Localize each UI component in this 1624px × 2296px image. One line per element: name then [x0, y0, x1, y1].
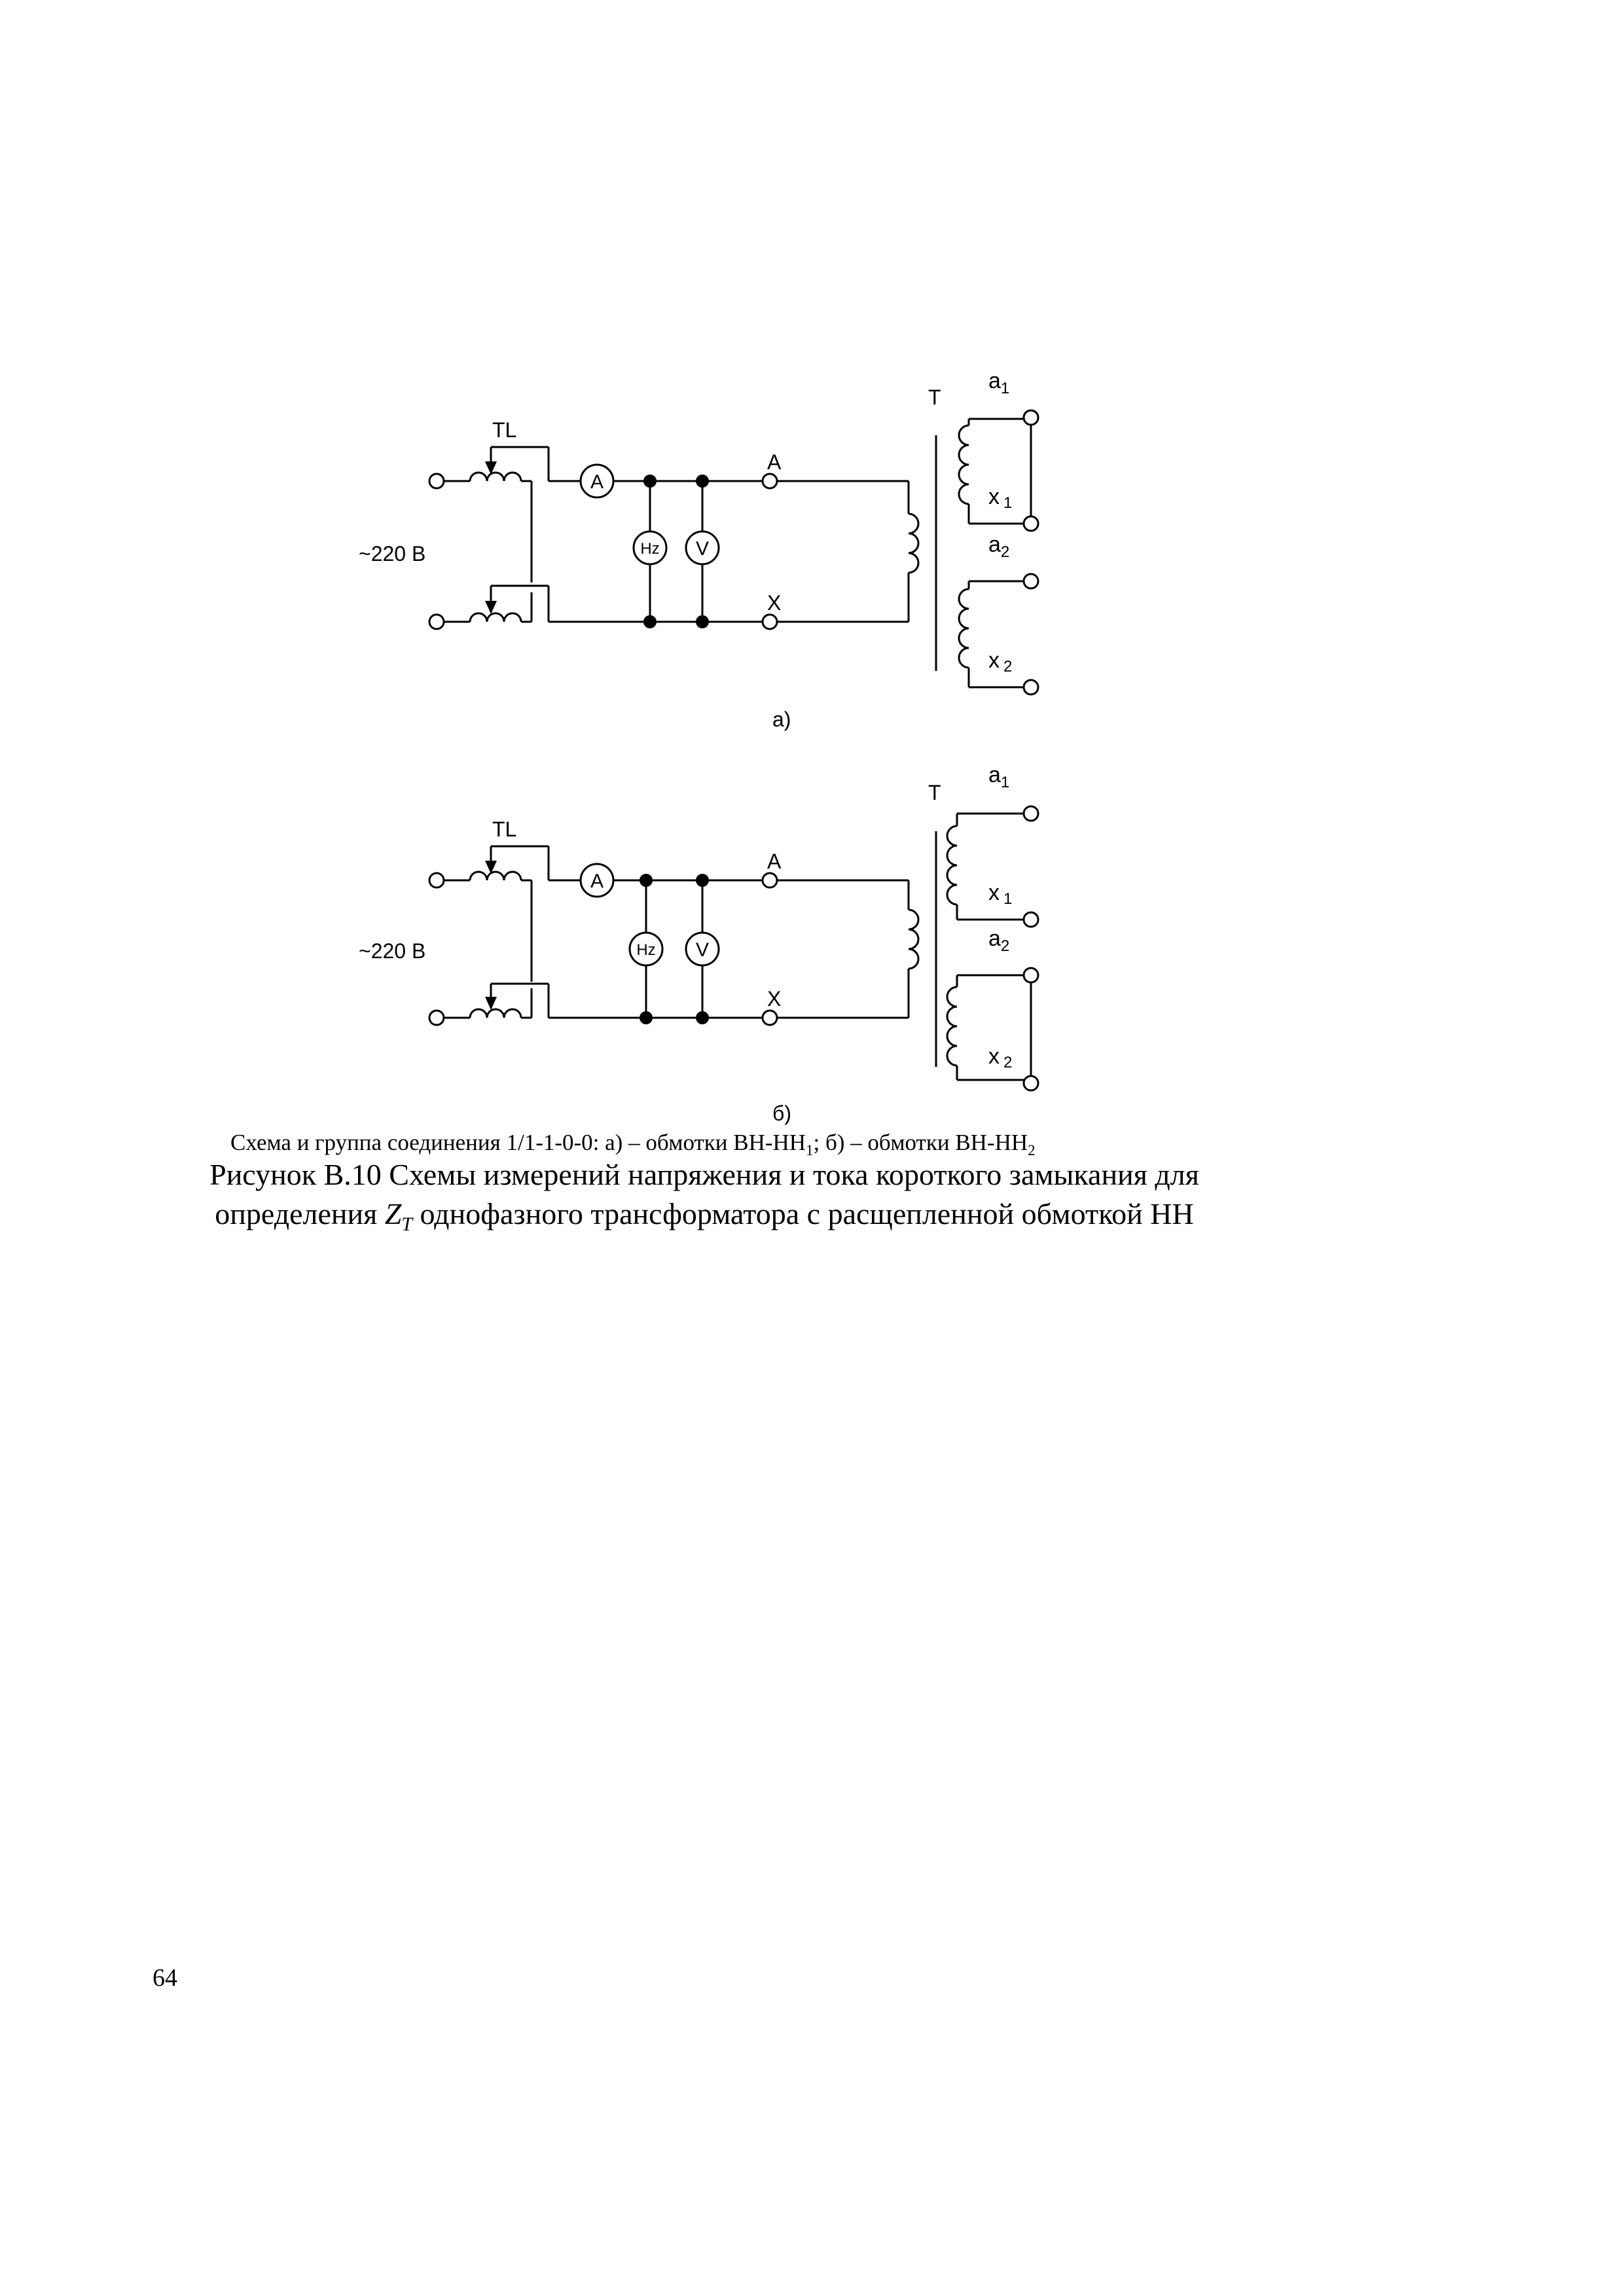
a2-label-b: $a_2$: [988, 926, 1010, 955]
x1-label-a: x 1: [988, 484, 1013, 512]
terminal-a-hv: [763, 474, 777, 488]
hv-winding-b: [909, 910, 918, 969]
lv1-winding-b: [947, 826, 957, 905]
page-number: 64: [153, 1964, 177, 1992]
supply-terminal-bottom: [429, 615, 444, 629]
a1-label-b: $a_1$: [988, 762, 1010, 791]
tl-coil-bottom: [470, 613, 521, 622]
terminal-x2: [1024, 680, 1038, 694]
figure-subcaption: Схема и группа соединения 1/1-1-0-0: а) – обмотки $ВН-НН_1$; б) – обмотки $ВН-НН_2$: [230, 1130, 1036, 1158]
x2-label-a: x 2: [988, 648, 1013, 675]
x2-label-b: x 2: [988, 1044, 1013, 1071]
voltmeter-label-a: V: [695, 538, 710, 560]
terminal-x-hv-b: [763, 1011, 777, 1025]
term-x-label-b: X: [767, 987, 782, 1011]
supply-terminal-top-b: [429, 873, 444, 888]
supply-terminal-bottom-b: [429, 1011, 444, 1025]
tl-label-b: TL: [492, 817, 517, 841]
figure-title: Рисунок В.10 Схемы измерений напряжения и тока короткого замыкания для: [209, 1158, 1199, 1191]
lv2-winding-b: [947, 987, 957, 1066]
scheme-a-caption: а): [772, 708, 791, 731]
a1-label-a: $a_1$: [988, 368, 1010, 397]
tl-coil-bottom-b: [470, 1009, 521, 1018]
supply-label-b: ~220 В: [359, 939, 426, 963]
terminal-a2-b: [1024, 968, 1038, 982]
term-x-label-a: X: [767, 591, 782, 615]
supply-label-a: ~220 В: [359, 542, 426, 565]
terminal-x1: [1024, 516, 1038, 531]
a2-label-a: $a_2$: [988, 532, 1010, 561]
tl-slider-arrow-bottom: [485, 601, 497, 614]
hz-label-a: Hz: [640, 540, 660, 558]
voltmeter-label-b: V: [695, 939, 710, 961]
hv-winding: [909, 514, 918, 573]
tl-coil-top: [470, 473, 521, 481]
ammeter-label-b: A: [590, 870, 604, 892]
ammeter-label-a: A: [590, 471, 604, 493]
figure-title-line2: определения $Z_T$ однофазного трансформатора с расщепленной обмоткой НН: [215, 1197, 1194, 1236]
scheme-a-diagram: [429, 410, 1038, 694]
transformer-label-b: T: [928, 781, 941, 804]
terminal-x1-b: [1024, 912, 1038, 927]
term-a-label-b: A: [767, 850, 782, 873]
x1-label-b: x 1: [988, 880, 1013, 908]
tl-coil-top-b: [470, 872, 521, 880]
terminal-a2: [1024, 574, 1038, 588]
terminal-a1: [1024, 410, 1038, 425]
terminal-x2-b: [1024, 1076, 1038, 1090]
supply-terminal-top: [429, 474, 444, 488]
terminal-a1-b: [1024, 806, 1038, 821]
tl-label-a: TL: [492, 418, 517, 442]
scheme-b-caption: б): [772, 1102, 791, 1125]
transformer-label-a: T: [928, 386, 941, 409]
term-a-label-a: A: [767, 450, 782, 474]
hz-label-b: Hz: [636, 941, 656, 959]
lv1-winding: [959, 425, 969, 504]
scheme-b-diagram: [429, 806, 1038, 1090]
lv2-winding: [959, 589, 969, 668]
terminal-a-hv-b: [763, 873, 777, 888]
terminal-x-hv: [763, 615, 777, 629]
tl-slider-arrow-bottom-b: [485, 997, 497, 1010]
